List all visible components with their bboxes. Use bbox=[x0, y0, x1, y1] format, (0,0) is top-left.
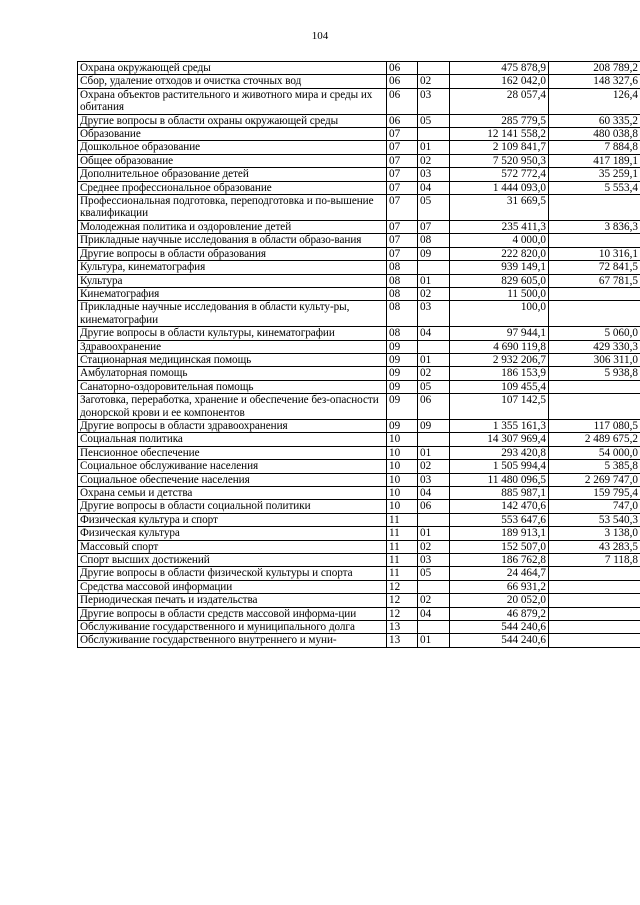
row-section-code: 10 bbox=[387, 433, 418, 446]
table-row bbox=[78, 195, 640, 221]
row-amount-secondary: 7 118,8 bbox=[549, 554, 640, 567]
table-row bbox=[78, 274, 640, 287]
row-amount-total: 11 500,0 bbox=[450, 287, 549, 300]
row-amount-total: 4 690 119,8 bbox=[450, 340, 549, 353]
row-amount-total: 553 647,6 bbox=[450, 513, 549, 526]
table-body bbox=[78, 62, 640, 648]
row-amount-total: 20 052,0 bbox=[450, 594, 549, 607]
row-amount-total: 186 153,9 bbox=[450, 367, 549, 380]
row-name: Периодическая печать и издательства bbox=[78, 594, 387, 607]
row-name: Среднее профессиональное образование bbox=[78, 181, 387, 194]
row-name: Образование bbox=[78, 128, 387, 141]
row-section-code: 10 bbox=[387, 500, 418, 513]
row-section-code: 09 bbox=[387, 353, 418, 366]
row-amount-secondary: 117 080,5 bbox=[549, 419, 640, 432]
row-amount-total: 222 820,0 bbox=[450, 247, 549, 260]
row-amount-total: 7 520 950,3 bbox=[450, 154, 549, 167]
row-amount-total: 66 931,2 bbox=[450, 580, 549, 593]
row-amount-total: 885 987,1 bbox=[450, 487, 549, 500]
row-amount-secondary: 67 781,5 bbox=[549, 274, 640, 287]
row-amount-secondary: 3 138,0 bbox=[549, 527, 640, 540]
row-subsection-code: 02 bbox=[418, 367, 450, 380]
row-name: Другие вопросы в области здравоохранения bbox=[78, 419, 387, 432]
table-row bbox=[78, 594, 640, 607]
row-name: Охрана окружающей среды bbox=[78, 62, 387, 75]
table-row bbox=[78, 380, 640, 393]
row-amount-secondary bbox=[549, 634, 640, 647]
row-amount-total: 293 420,8 bbox=[450, 446, 549, 459]
row-amount-total: 11 480 096,5 bbox=[450, 473, 549, 486]
row-amount-secondary bbox=[549, 580, 640, 593]
row-amount-total: 142 470,6 bbox=[450, 500, 549, 513]
row-section-code: 12 bbox=[387, 607, 418, 620]
row-amount-secondary bbox=[549, 195, 640, 221]
row-subsection-code: 04 bbox=[418, 607, 450, 620]
row-amount-secondary: 306 311,0 bbox=[549, 353, 640, 366]
row-subsection-code: 04 bbox=[418, 181, 450, 194]
row-subsection-code: 04 bbox=[418, 487, 450, 500]
row-amount-secondary: 5 060,0 bbox=[549, 327, 640, 340]
table-row bbox=[78, 607, 640, 620]
row-amount-total: 939 149,1 bbox=[450, 261, 549, 274]
table-row bbox=[78, 513, 640, 526]
row-amount-secondary: 480 038,8 bbox=[549, 128, 640, 141]
row-section-code: 07 bbox=[387, 220, 418, 233]
row-amount-secondary: 7 884,8 bbox=[549, 141, 640, 154]
row-amount-secondary: 3 836,3 bbox=[549, 220, 640, 233]
row-name: Физическая культура bbox=[78, 527, 387, 540]
table-row bbox=[78, 419, 640, 432]
row-name: Другие вопросы в области охраны окружающей среды bbox=[78, 114, 387, 127]
row-amount-total: 12 141 558,2 bbox=[450, 128, 549, 141]
row-amount-secondary bbox=[549, 594, 640, 607]
row-section-code: 09 bbox=[387, 419, 418, 432]
row-section-code: 07 bbox=[387, 128, 418, 141]
row-amount-secondary: 417 189,1 bbox=[549, 154, 640, 167]
table-row bbox=[78, 394, 640, 420]
table-row bbox=[78, 327, 640, 340]
table-row bbox=[78, 220, 640, 233]
row-amount-secondary bbox=[549, 380, 640, 393]
row-amount-secondary: 10 316,1 bbox=[549, 247, 640, 260]
row-amount-total: 152 507,0 bbox=[450, 540, 549, 553]
table-row bbox=[78, 621, 640, 634]
row-subsection-code: 01 bbox=[418, 527, 450, 540]
table-row bbox=[78, 168, 640, 181]
row-name: Молодежная политика и оздоровление детей bbox=[78, 220, 387, 233]
row-section-code: 08 bbox=[387, 274, 418, 287]
table-row bbox=[78, 247, 640, 260]
row-name: Прикладные научные исследования в области культу-ры, кинематографии bbox=[78, 301, 387, 327]
row-amount-secondary: 5 938,8 bbox=[549, 367, 640, 380]
row-amount-total: 235 411,3 bbox=[450, 220, 549, 233]
row-subsection-code bbox=[418, 580, 450, 593]
row-section-code: 10 bbox=[387, 446, 418, 459]
table-row bbox=[78, 487, 640, 500]
row-subsection-code: 02 bbox=[418, 154, 450, 167]
row-amount-total: 28 057,4 bbox=[450, 88, 549, 114]
row-amount-secondary: 43 283,5 bbox=[549, 540, 640, 553]
table-row bbox=[78, 62, 640, 75]
row-amount-total: 4 000,0 bbox=[450, 234, 549, 247]
row-amount-total: 544 240,6 bbox=[450, 621, 549, 634]
row-subsection-code bbox=[418, 433, 450, 446]
table-row bbox=[78, 634, 640, 647]
row-subsection-code bbox=[418, 261, 450, 274]
row-name: Здравоохранение bbox=[78, 340, 387, 353]
table-row bbox=[78, 88, 640, 114]
row-section-code: 13 bbox=[387, 634, 418, 647]
row-subsection-code: 06 bbox=[418, 500, 450, 513]
row-section-code: 09 bbox=[387, 394, 418, 420]
row-amount-total: 1 355 161,3 bbox=[450, 419, 549, 432]
table-row bbox=[78, 540, 640, 553]
row-name: Средства массовой информации bbox=[78, 580, 387, 593]
row-name: Социальное обслуживание населения bbox=[78, 460, 387, 473]
row-subsection-code: 01 bbox=[418, 274, 450, 287]
row-section-code: 07 bbox=[387, 154, 418, 167]
row-amount-secondary: 126,4 bbox=[549, 88, 640, 114]
row-section-code: 11 bbox=[387, 554, 418, 567]
row-amount-secondary bbox=[549, 567, 640, 580]
row-name: Культура, кинематография bbox=[78, 261, 387, 274]
table-row bbox=[78, 141, 640, 154]
row-amount-total: 189 913,1 bbox=[450, 527, 549, 540]
row-subsection-code: 01 bbox=[418, 353, 450, 366]
table-row bbox=[78, 500, 640, 513]
row-amount-secondary bbox=[549, 394, 640, 420]
row-section-code: 10 bbox=[387, 487, 418, 500]
row-amount-total: 475 878,9 bbox=[450, 62, 549, 75]
row-section-code: 07 bbox=[387, 247, 418, 260]
row-section-code: 07 bbox=[387, 181, 418, 194]
row-name: Сбор, удаление отходов и очистка сточных вод bbox=[78, 75, 387, 88]
table-row bbox=[78, 473, 640, 486]
row-name: Дополнительное образование детей bbox=[78, 168, 387, 181]
row-subsection-code: 09 bbox=[418, 419, 450, 432]
table-row bbox=[78, 367, 640, 380]
row-amount-total: 572 772,4 bbox=[450, 168, 549, 181]
row-name: Другие вопросы в области образования bbox=[78, 247, 387, 260]
row-subsection-code: 03 bbox=[418, 554, 450, 567]
row-subsection-code: 03 bbox=[418, 301, 450, 327]
row-amount-secondary: 2 269 747,0 bbox=[549, 473, 640, 486]
row-name: Санаторно-оздоровительная помощь bbox=[78, 380, 387, 393]
row-amount-secondary: 72 841,5 bbox=[549, 261, 640, 274]
row-section-code: 11 bbox=[387, 513, 418, 526]
row-amount-total: 100,0 bbox=[450, 301, 549, 327]
row-amount-secondary: 60 335,2 bbox=[549, 114, 640, 127]
row-section-code: 09 bbox=[387, 367, 418, 380]
row-name: Заготовка, переработка, хранение и обеспечение без-опасности донорской крови и ее компонентов bbox=[78, 394, 387, 420]
row-amount-total: 1 444 093,0 bbox=[450, 181, 549, 194]
row-amount-secondary: 5 553,4 bbox=[549, 181, 640, 194]
row-subsection-code: 01 bbox=[418, 141, 450, 154]
row-section-code: 11 bbox=[387, 567, 418, 580]
row-name: Другие вопросы в области средств массовой информа-ции bbox=[78, 607, 387, 620]
row-subsection-code: 08 bbox=[418, 234, 450, 247]
row-amount-secondary: 148 327,6 bbox=[549, 75, 640, 88]
row-section-code: 07 bbox=[387, 195, 418, 221]
row-subsection-code bbox=[418, 62, 450, 75]
row-amount-secondary bbox=[549, 621, 640, 634]
table-row bbox=[78, 301, 640, 327]
table-row bbox=[78, 460, 640, 473]
row-amount-total: 186 762,8 bbox=[450, 554, 549, 567]
row-section-code: 10 bbox=[387, 460, 418, 473]
table-row bbox=[78, 114, 640, 127]
row-amount-secondary bbox=[549, 287, 640, 300]
table-row bbox=[78, 433, 640, 446]
row-name: Профессиональная подготовка, переподготовка и по-вышение квалификации bbox=[78, 195, 387, 221]
row-name: Социальное обеспечение населения bbox=[78, 473, 387, 486]
row-amount-secondary: 747,0 bbox=[549, 500, 640, 513]
row-amount-total: 14 307 969,4 bbox=[450, 433, 549, 446]
row-name: Другие вопросы в области физической культуры и спорта bbox=[78, 567, 387, 580]
table-row bbox=[78, 554, 640, 567]
row-subsection-code: 09 bbox=[418, 247, 450, 260]
row-name: Амбулаторная помощь bbox=[78, 367, 387, 380]
row-amount-secondary: 2 489 675,2 bbox=[549, 433, 640, 446]
row-subsection-code: 04 bbox=[418, 327, 450, 340]
table-row bbox=[78, 580, 640, 593]
row-name: Социальная политика bbox=[78, 433, 387, 446]
row-subsection-code: 05 bbox=[418, 114, 450, 127]
row-amount-secondary: 5 385,8 bbox=[549, 460, 640, 473]
page-number: 104 bbox=[311, 30, 329, 42]
row-amount-total: 2 109 841,7 bbox=[450, 141, 549, 154]
row-section-code: 07 bbox=[387, 141, 418, 154]
row-section-code: 06 bbox=[387, 75, 418, 88]
row-subsection-code: 02 bbox=[418, 287, 450, 300]
row-section-code: 08 bbox=[387, 301, 418, 327]
row-amount-secondary: 35 259,1 bbox=[549, 168, 640, 181]
row-name: Другие вопросы в области культуры, кинематографии bbox=[78, 327, 387, 340]
row-subsection-code: 03 bbox=[418, 168, 450, 181]
row-name: Культура bbox=[78, 274, 387, 287]
row-subsection-code: 03 bbox=[418, 473, 450, 486]
row-subsection-code: 06 bbox=[418, 394, 450, 420]
row-section-code: 08 bbox=[387, 287, 418, 300]
row-amount-total: 285 779,5 bbox=[450, 114, 549, 127]
row-name: Дошкольное образование bbox=[78, 141, 387, 154]
table-row bbox=[78, 446, 640, 459]
row-section-code: 06 bbox=[387, 88, 418, 114]
row-subsection-code: 05 bbox=[418, 567, 450, 580]
table-row bbox=[78, 527, 640, 540]
row-amount-total: 162 042,0 bbox=[450, 75, 549, 88]
table-row bbox=[78, 287, 640, 300]
row-amount-total: 97 944,1 bbox=[450, 327, 549, 340]
row-name: Кинематография bbox=[78, 287, 387, 300]
table-row bbox=[78, 234, 640, 247]
row-name: Спорт высших достижений bbox=[78, 554, 387, 567]
row-amount-total: 24 464,7 bbox=[450, 567, 549, 580]
row-subsection-code bbox=[418, 513, 450, 526]
row-subsection-code: 02 bbox=[418, 594, 450, 607]
row-amount-total: 109 455,4 bbox=[450, 380, 549, 393]
row-section-code: 07 bbox=[387, 234, 418, 247]
row-name: Охрана семьи и детства bbox=[78, 487, 387, 500]
row-subsection-code bbox=[418, 621, 450, 634]
row-amount-total: 544 240,6 bbox=[450, 634, 549, 647]
row-section-code: 08 bbox=[387, 261, 418, 274]
row-subsection-code bbox=[418, 340, 450, 353]
row-section-code: 12 bbox=[387, 594, 418, 607]
row-subsection-code: 01 bbox=[418, 634, 450, 647]
table-row bbox=[78, 353, 640, 366]
row-section-code: 06 bbox=[387, 62, 418, 75]
row-section-code: 13 bbox=[387, 621, 418, 634]
row-name: Физическая культура и спорт bbox=[78, 513, 387, 526]
table-row bbox=[78, 181, 640, 194]
row-name: Обслуживание государственного и муниципального долга bbox=[78, 621, 387, 634]
row-subsection-code: 03 bbox=[418, 88, 450, 114]
row-name: Массовый спорт bbox=[78, 540, 387, 553]
table-row bbox=[78, 261, 640, 274]
row-section-code: 10 bbox=[387, 473, 418, 486]
table-row bbox=[78, 340, 640, 353]
row-amount-secondary bbox=[549, 234, 640, 247]
row-amount-secondary: 429 330,3 bbox=[549, 340, 640, 353]
row-amount-total: 31 669,5 bbox=[450, 195, 549, 221]
row-name: Пенсионное обеспечение bbox=[78, 446, 387, 459]
row-section-code: 09 bbox=[387, 340, 418, 353]
row-section-code: 06 bbox=[387, 114, 418, 127]
row-section-code: 09 bbox=[387, 380, 418, 393]
row-subsection-code: 01 bbox=[418, 446, 450, 459]
row-name: Стационарная медицинская помощь bbox=[78, 353, 387, 366]
row-section-code: 11 bbox=[387, 527, 418, 540]
row-section-code: 11 bbox=[387, 540, 418, 553]
table-row bbox=[78, 75, 640, 88]
row-amount-secondary: 159 795,4 bbox=[549, 487, 640, 500]
table-row bbox=[78, 154, 640, 167]
row-subsection-code: 07 bbox=[418, 220, 450, 233]
row-name: Прикладные научные исследования в области образо-вания bbox=[78, 234, 387, 247]
row-amount-secondary: 53 540,3 bbox=[549, 513, 640, 526]
row-name: Охрана объектов растительного и животного мира и среды их обитания bbox=[78, 88, 387, 114]
row-amount-secondary bbox=[549, 301, 640, 327]
row-amount-total: 107 142,5 bbox=[450, 394, 549, 420]
row-name: Другие вопросы в области социальной политики bbox=[78, 500, 387, 513]
row-subsection-code bbox=[418, 128, 450, 141]
row-subsection-code: 05 bbox=[418, 380, 450, 393]
row-amount-secondary: 54 000,0 bbox=[549, 446, 640, 459]
row-name: Обслуживание государственного внутреннего и муни- bbox=[78, 634, 387, 647]
row-amount-total: 1 505 994,4 bbox=[450, 460, 549, 473]
row-amount-secondary: 208 789,2 bbox=[549, 62, 640, 75]
row-name: Общее образование bbox=[78, 154, 387, 167]
row-subsection-code: 05 bbox=[418, 195, 450, 221]
budget-table bbox=[77, 61, 640, 648]
row-amount-total: 829 605,0 bbox=[450, 274, 549, 287]
table-row bbox=[78, 128, 640, 141]
table-row bbox=[78, 567, 640, 580]
row-subsection-code: 02 bbox=[418, 75, 450, 88]
row-section-code: 08 bbox=[387, 327, 418, 340]
row-subsection-code: 02 bbox=[418, 540, 450, 553]
row-section-code: 07 bbox=[387, 168, 418, 181]
row-section-code: 12 bbox=[387, 580, 418, 593]
row-amount-secondary bbox=[549, 607, 640, 620]
row-amount-total: 46 879,2 bbox=[450, 607, 549, 620]
row-amount-total: 2 932 206,7 bbox=[450, 353, 549, 366]
row-subsection-code: 02 bbox=[418, 460, 450, 473]
